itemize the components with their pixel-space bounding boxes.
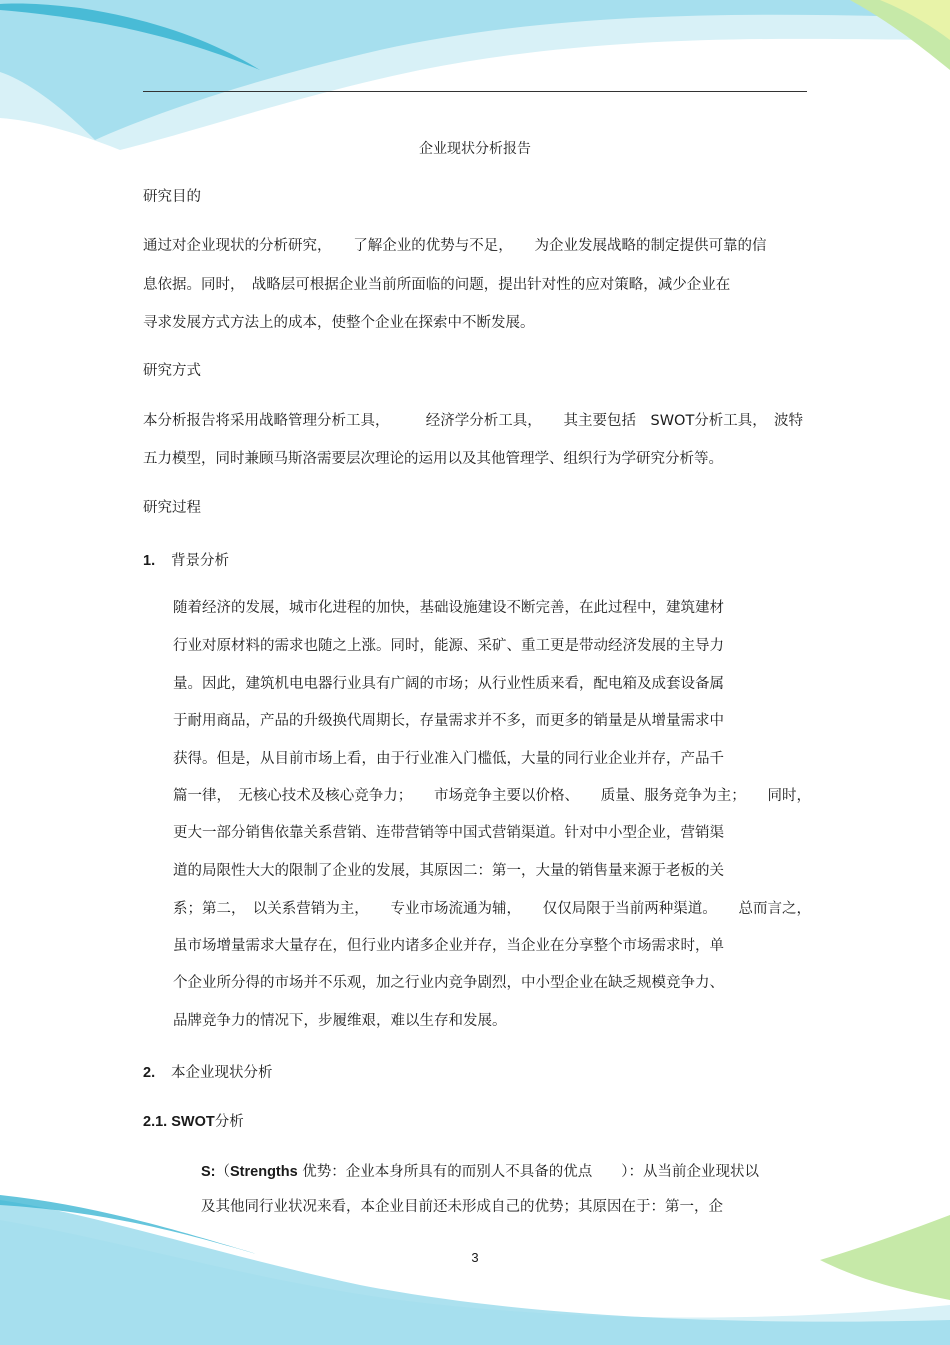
section-2-heading <box>143 1063 273 1083</box>
subsection-2-1-heading <box>143 1112 244 1132</box>
method-line-2: 五力模型，同时兼顾马斯洛需要层次理论的运用以及其他管理学、组织行为学研究分析等。 <box>143 451 723 467</box>
strengths-term: Strengths <box>230 1164 298 1180</box>
process-heading: 研究过程 <box>143 500 201 516</box>
background-line-8: 道的局限性大大的限制了企业的发展，其原因二：第一，大量的销售量来源于老板的关 <box>173 863 724 879</box>
document-title: 企业现状分析报告 <box>419 141 531 157</box>
strengths-label: S: <box>201 1164 216 1180</box>
background-line-4: 于耐用商品，产品的升级换代周期长，存量需求并不多，而更多的销量是从增量需求中 <box>173 713 724 729</box>
header-rule <box>143 91 807 92</box>
section-1-number: 1. <box>143 553 156 569</box>
section-2-title: 本企业现状分析 <box>171 1065 273 1081</box>
background-line-6: 篇一律， 无核心技术及核心竞争力； 市场竞争主要以价格、 质量、服务竞争为主； 同时， <box>173 788 811 804</box>
method-line-1: 本分析报告将采用战略管理分析工具， 经济学分析工具， 其主要包括 SWOT分析工具， 波特 <box>143 413 804 429</box>
strengths-line-1 <box>201 1162 759 1182</box>
background-line-9: 系；第二， 以关系营销为主， 专业市场流通为辅， 仅仅局限于当前两种渠道。 总而言之， <box>173 901 811 917</box>
page-number: 3 <box>471 1250 479 1265</box>
subsection-2-1-number: 2.1. SWOT <box>143 1114 215 1130</box>
purpose-line-2: 息依据。同时， 战略层可根据企业当前所面临的问题，提出针对性的应对策略，减少企业在 <box>143 277 731 293</box>
subsection-2-1-title: 分析 <box>214 1114 244 1130</box>
section-2-number: 2. <box>143 1065 156 1081</box>
strengths-open-paren: （ <box>215 1164 230 1180</box>
background-line-2: 行业对原材料的需求也随之上涨。同时，能源、采矿、重工更是带动经济发展的主导力 <box>173 638 724 654</box>
purpose-line-1: 通过对企业现状的分析研究， 了解企业的优势与不足， 为企业发展战略的制定提供可靠的信 <box>143 238 767 254</box>
method-heading: 研究方式 <box>143 363 201 379</box>
background-line-5: 获得。但是，从目前市场上看，由于行业准入门槛低，大量的同行业企业并存，产品千 <box>173 751 724 767</box>
strengths-line-1-text: 优势：企业本身所具有的而别人不具备的优点 ）：从当前企业现状以 <box>297 1164 760 1180</box>
strengths-line-2: 及其他同行业状况来看，本企业目前还未形成自己的优势；其原因在于：第一，企 <box>201 1199 723 1215</box>
background-line-1: 随着经济的发展，城市化进程的加快，基础设施建设不断完善，在此过程中，建筑建材 <box>173 600 724 616</box>
purpose-heading: 研究目的 <box>143 189 201 205</box>
purpose-line-3: 寻求发展方式方法上的成本，使整个企业在探索中不断发展。 <box>143 315 535 331</box>
background-line-7: 更大一部分销售依靠关系营销、连带营销等中国式营销渠道。针对中小型企业，营销渠 <box>173 825 724 841</box>
background-line-12: 品牌竞争力的情况下，步履维艰，难以生存和发展。 <box>173 1013 507 1029</box>
background-line-3: 量。因此，建筑机电电器行业具有广阔的市场；从行业性质来看，配电箱及成套设备属 <box>173 676 724 692</box>
background-line-11: 个企业所分得的市场并不乐观，加之行业内竞争剧烈，中小型企业在缺乏规模竞争力、 <box>173 975 724 991</box>
background-line-10: 虽市场增量需求大量存在，但行业内诸多企业并存，当企业在分享整个市场需求时，单 <box>173 938 724 954</box>
section-1-heading <box>143 551 229 571</box>
section-1-title: 背景分析 <box>171 553 229 569</box>
